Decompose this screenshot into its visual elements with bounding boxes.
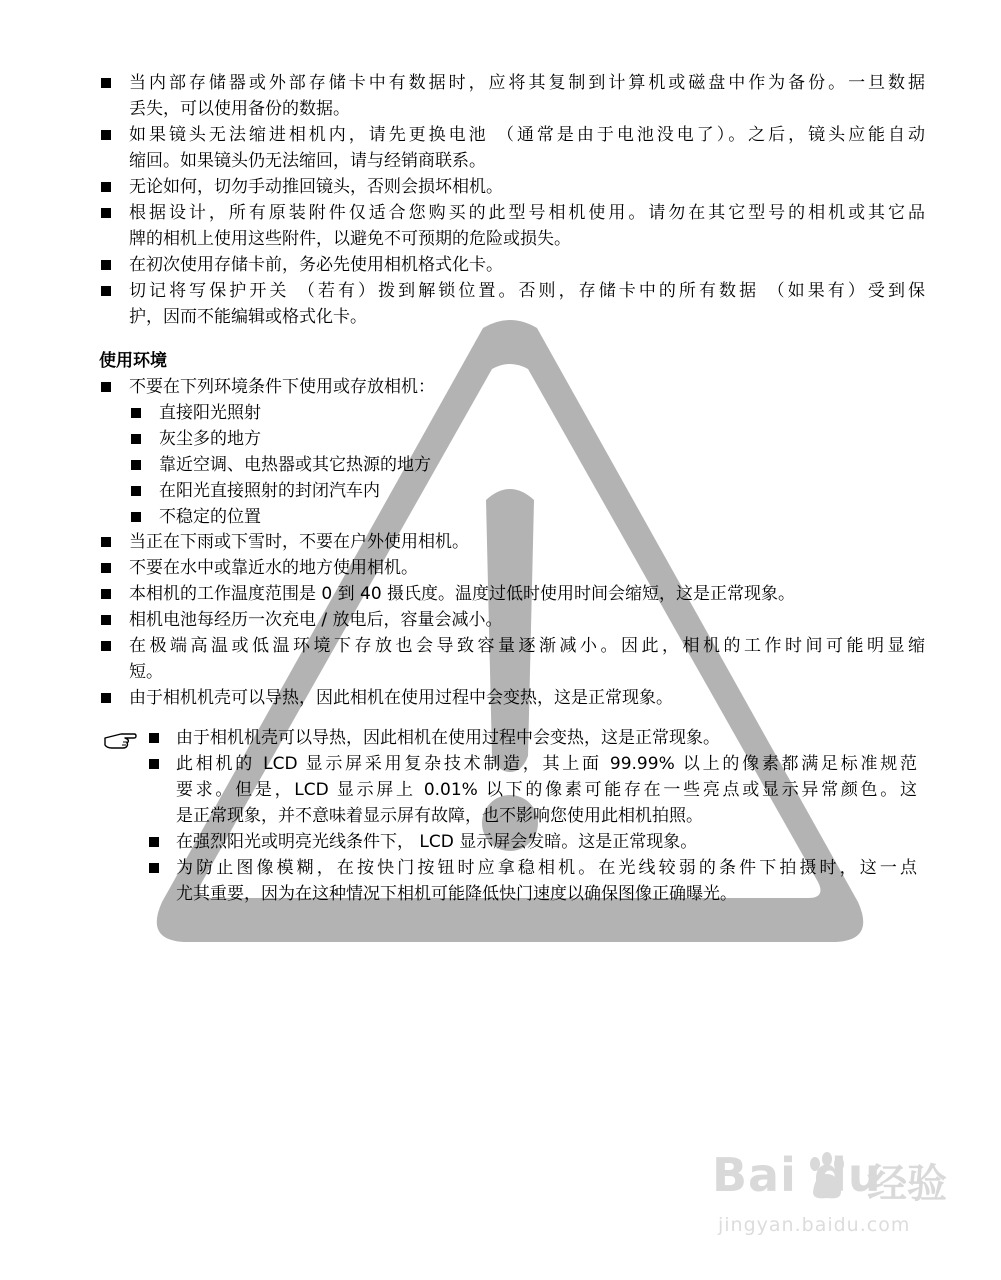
text-line: 灰尘多的地方 [159, 429, 261, 449]
text-line: 当正在下雨或下雪时，不要在户外使用相机。 [129, 532, 469, 552]
text-line: 尤其重要，因为在这种情况下相机可能降低快门速度以确保图像正确曝光。 [176, 884, 737, 904]
square-bullet-icon [131, 512, 141, 522]
square-bullet-icon [101, 260, 111, 270]
square-bullet-icon [101, 182, 111, 192]
text-line: 靠近空调、电热器或其它热源的地方 [159, 455, 431, 475]
square-bullet-icon [101, 78, 111, 88]
square-bullet-icon [101, 563, 111, 573]
text-line: 牌的相机上使用这些附件，以避免不可预期的危险或损失。 [129, 229, 571, 249]
square-bullet-icon [131, 486, 141, 496]
square-bullet-icon [149, 759, 159, 769]
text-line: 相机电池每经历一次充电 / 放电后，容量会减小。 [129, 610, 503, 630]
text-line: 在阳光直接照射的封闭汽车内 [159, 481, 380, 501]
square-bullet-icon [101, 693, 111, 703]
text-line: 缩回。如果镜头仍无法缩回，请与经销商联系。 [129, 151, 486, 171]
text-line: 此相机的 LCD 显示屏采用复杂技术制造，其上面 99.99% 以上的像素都满足标准规范 [176, 754, 917, 774]
watermark-brand: Bai du [712, 1148, 882, 1202]
square-bullet-icon [101, 537, 111, 547]
text-line: 短。 [129, 662, 163, 682]
square-bullet-icon [131, 460, 141, 470]
text-line: 护，因而不能编辑或格式化卡。 [129, 307, 367, 327]
square-bullet-icon [101, 382, 111, 392]
text-line: 不稳定的位置 [159, 507, 261, 527]
text-line: 直接阳光照射 [159, 403, 261, 423]
text-line: 为防止图像模糊，在按快门按钮时应拿稳相机。在光线较弱的条件下拍摄时，这一点 [176, 858, 917, 878]
text-line: 根据设计，所有原装附件仅适合您购买的此型号相机使用。请勿在其它型号的相机或其它品 [129, 203, 925, 223]
square-bullet-icon [101, 589, 111, 599]
text-line: 在极端高温或低温环境下存放也会导致容量逐渐减小。因此，相机的工作时间可能明显缩 [129, 636, 925, 656]
text-line: 丢失，可以使用备份的数据。 [129, 99, 350, 119]
watermark-url: jingyan.baidu.com [718, 1214, 911, 1236]
text-line: 是正常现象，并不意味着显示屏有故障，也不影响您使用此相机拍照。 [176, 806, 703, 826]
square-bullet-icon [131, 434, 141, 444]
square-bullet-icon [101, 641, 111, 651]
square-bullet-icon [101, 615, 111, 625]
text-line: 无论如何，切勿手动推回镜头，否则会损坏相机。 [129, 177, 503, 197]
square-bullet-icon [149, 733, 159, 743]
text-line: 不要在下列环境条件下使用或存放相机： [129, 377, 435, 397]
square-bullet-icon [101, 208, 111, 218]
watermark-cn: 经验 [867, 1161, 947, 1207]
text-line: 切记将写保护开关 （若有）拨到解锁位置。否则，存储卡中的所有数据 （如果有）受到保 [129, 281, 925, 301]
section-heading: 使用环境 [99, 351, 167, 371]
square-bullet-icon [101, 286, 111, 296]
square-bullet-icon [101, 130, 111, 140]
square-bullet-icon [149, 863, 159, 873]
square-bullet-icon [131, 408, 141, 418]
text-line: 在初次使用存储卡前，务必先使用相机格式化卡。 [129, 255, 503, 275]
square-bullet-icon [149, 837, 159, 847]
text-line: 由于相机机壳可以导热，因此相机在使用过程中会变热，这是正常现象。 [176, 728, 720, 748]
text-line: 如果镜头无法缩进相机内，请先更换电池 （通常是由于电池没电了）。之后，镜头应能自动 [129, 125, 925, 145]
text-line: 在强烈阳光或明亮光线条件下， LCD 显示屏会发暗。这是正常现象。 [176, 832, 698, 852]
text-line: 当内部存储器或外部存储卡中有数据时，应将其复制到计算机或磁盘中作为备份。一旦数据 [129, 73, 925, 93]
text-line: 要求。但是，LCD 显示屏上 0.01% 以下的像素可能存在一些亮点或显示异常颜色。这 [176, 780, 917, 800]
text-line: 由于相机机壳可以导热，因此相机在使用过程中会变热，这是正常现象。 [129, 688, 673, 708]
text-line: 本相机的工作温度范围是 0 到 40 摄氏度。温度过低时使用时间会缩短，这是正常现象。 [129, 584, 796, 604]
text-line: 不要在水中或靠近水的地方使用相机。 [129, 558, 418, 578]
